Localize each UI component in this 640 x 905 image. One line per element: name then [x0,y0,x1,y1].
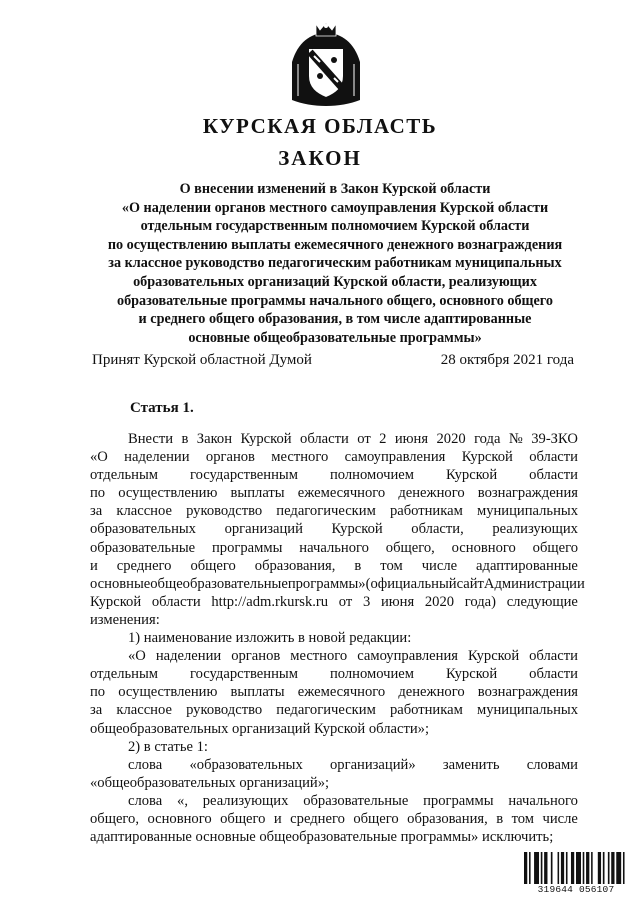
body-line-text: 2) в статье 1: [128,738,208,755]
word: за [90,503,103,520]
body-line [90,720,578,738]
word: организаций» [329,756,416,773]
word: общего [353,810,399,827]
word: наделении [155,648,222,665]
word: образовательных [90,521,196,538]
word: денежного [398,485,465,502]
word: числе [542,810,578,827]
word: Курской [461,449,513,466]
barcode-icon [524,852,640,884]
word: реализующих [202,792,289,809]
title-line: отдельным государственным полномочием Курской области [140,218,530,235]
word: основные [90,575,151,592]
body-line-text [128,647,578,665]
body-line-text [90,810,578,828]
word: педагогическим [276,503,376,520]
body-line [90,484,578,502]
body-line-text [90,502,578,520]
title-line: «О наделении органов местного самоуправления Курской области [121,199,549,216]
word: словами [526,756,578,773]
word: области, [411,521,464,538]
word: педагогическим [276,702,376,719]
word: слова [128,756,163,773]
body-line [90,647,578,665]
word: области [300,431,349,447]
word: программы [212,539,283,556]
adoption-date: 28 октября 2021 года [440,352,574,368]
body-line [90,828,578,846]
word: работникам [389,702,463,719]
word: и [90,557,98,574]
word: Внести [128,431,174,447]
word: 2020 [436,431,466,447]
body-line-text [90,466,578,484]
body-line-text: 1) наименование изложить в новой редакции: [128,630,412,647]
body-line-text: адаптированные основные общеобразовательные программы» исключить; [90,829,554,846]
body-line-text: изменения: [90,611,160,628]
word: образовательные [303,792,409,809]
body-line [90,575,585,593]
word: среднего [116,557,172,574]
word: слова [128,792,163,809]
body-line [90,792,578,810]
word: июня [394,431,429,447]
word: области [529,648,578,665]
body-line [90,756,578,774]
word: самоуправления [357,648,458,665]
word: программы [423,792,494,809]
article-body [90,430,585,846]
word: государственным [189,467,298,484]
word: наделении [124,449,190,466]
word: и [273,810,282,827]
body-line-text [90,448,578,466]
barcode-number: 319644 056107 [537,884,615,895]
word: сайт [456,575,484,592]
body-line [90,593,578,611]
body-line [90,701,578,719]
barcode [524,852,628,896]
word: осуществлению [118,485,218,502]
title-line: образовательные программы начального общего, основного общего [116,292,553,309]
body-line-text [90,665,578,683]
barcode-bar [625,852,628,884]
law-title [80,180,590,347]
word: http://adm.rkursk.ru [211,593,329,610]
word: образовательные [90,539,196,556]
word: основного [147,810,212,827]
word: № [508,431,523,447]
word: области [529,449,578,466]
word: общего, [385,539,435,556]
word: «О [128,648,146,665]
body-line [90,539,578,557]
word: 2 [379,431,387,447]
body-line [90,683,578,701]
word: «образовательных [189,756,303,773]
word: адаптированные [476,557,578,574]
word: муниципальных [476,702,578,719]
word: полномочием [329,467,414,484]
word: общего [190,557,236,574]
word: ежемесячного [297,684,386,701]
word: том [511,810,535,827]
word: вознаграждения [477,485,578,502]
word: государственным [189,666,298,683]
word: организаций [224,521,303,538]
word: года) [464,593,497,610]
word: местного [290,648,348,665]
title-line: О внесении изменений в Закон Курской области [179,181,491,197]
word: классное [116,503,172,520]
word: заменить [442,756,500,773]
body-line-text: общеобразовательных организаций Курской области»; [90,720,430,737]
word: программы» [287,575,366,592]
word: ежемесячного [297,485,386,502]
word: по [90,485,106,502]
body-line [90,430,578,448]
word: выплаты [230,684,285,701]
title-line: и среднего общего образования, в том числе адаптированные [138,311,532,328]
body-line-text [128,756,578,774]
word: июня [380,593,415,610]
body-line-text [90,539,578,557]
word: Курской [90,593,142,610]
word: начального [299,539,369,556]
word: в [496,810,504,827]
body-line [90,502,578,520]
word: общего, [90,810,140,827]
word: Курской [467,648,520,665]
word: 39-ЗКО [531,431,578,447]
body-line [90,810,578,828]
word: Закон [196,431,233,447]
body-line-text: «общеобразовательных организаций»; [90,774,330,791]
title-line: образовательных организаций Курской области, реализующих [133,273,537,290]
word: за [90,702,103,719]
word: (официальный [365,575,457,592]
body-line [90,466,578,484]
body-line-text [128,430,578,448]
title-line: основные общеобразовательные программы» [188,329,482,346]
body-line-text [90,575,585,593]
word: общеобразовательные [150,575,288,592]
word: органов [231,648,281,665]
title-line: за классное руководство педагогическим работникам муниципальных [108,255,562,272]
adopted-by: Принят Курской областной Думой [92,352,312,368]
word: муниципальных [476,503,578,520]
word: осуществлению [118,684,218,701]
word: образования, [254,557,336,574]
word: работникам [389,503,463,520]
word: отдельным [90,666,158,683]
word: области [151,593,201,610]
body-line-text [90,683,578,701]
word: следующие [506,593,578,610]
word: Курской [240,431,292,447]
word: «, [177,792,188,809]
body-line [90,738,578,756]
word: общего [532,539,578,556]
word: области [529,467,578,484]
word: вознаграждения [477,684,578,701]
word: от [338,593,353,610]
word: в [354,557,362,574]
document-type-heading: ЗАКОН [278,146,362,170]
body-line [90,611,578,629]
word: основного [451,539,516,556]
word: руководство [186,702,263,719]
word: области [529,666,578,683]
body-line [90,448,578,466]
word: местного [271,449,329,466]
body-line-text [90,593,578,611]
word: Администрации [483,575,585,592]
body-line-text [90,484,578,502]
word: денежного [398,684,465,701]
word: Курской [445,467,498,484]
word: начального [508,792,578,809]
word: выплаты [230,485,285,502]
word: органов [205,449,255,466]
body-line-text [90,701,578,719]
body-line [90,665,578,683]
body-line [90,629,578,647]
word: полномочием [329,666,414,683]
word: общего [220,810,266,827]
word: по [90,684,106,701]
body-line [90,520,578,538]
word: года [474,431,501,447]
region-heading: КУРСКАЯ ОБЛАСТЬ [202,114,438,138]
body-line-text [90,520,578,538]
word: самоуправления [344,449,446,466]
word: образования, [407,810,488,827]
kursk-coat-of-arms-icon [290,22,362,108]
word: числе [421,557,458,574]
word: отдельным [90,467,158,484]
word: руководство [186,503,263,520]
word: том [380,557,403,574]
word: Курской [331,521,383,538]
title-line: по осуществлению выплаты ежемесячного денежного вознаграждения [107,236,563,253]
word: среднего [290,810,345,827]
word: реализующих [492,521,578,538]
word: 3 [362,593,371,610]
body-line [90,774,578,792]
word: в [181,431,189,447]
article-heading: Статья 1. [130,400,194,416]
word: 2020 [424,593,455,610]
word: Курской [445,666,498,683]
body-line-text [90,557,578,575]
body-line-text [128,792,578,810]
word: «О [90,449,108,466]
word: от [357,431,371,447]
word: классное [116,702,172,719]
body-line [90,557,578,575]
